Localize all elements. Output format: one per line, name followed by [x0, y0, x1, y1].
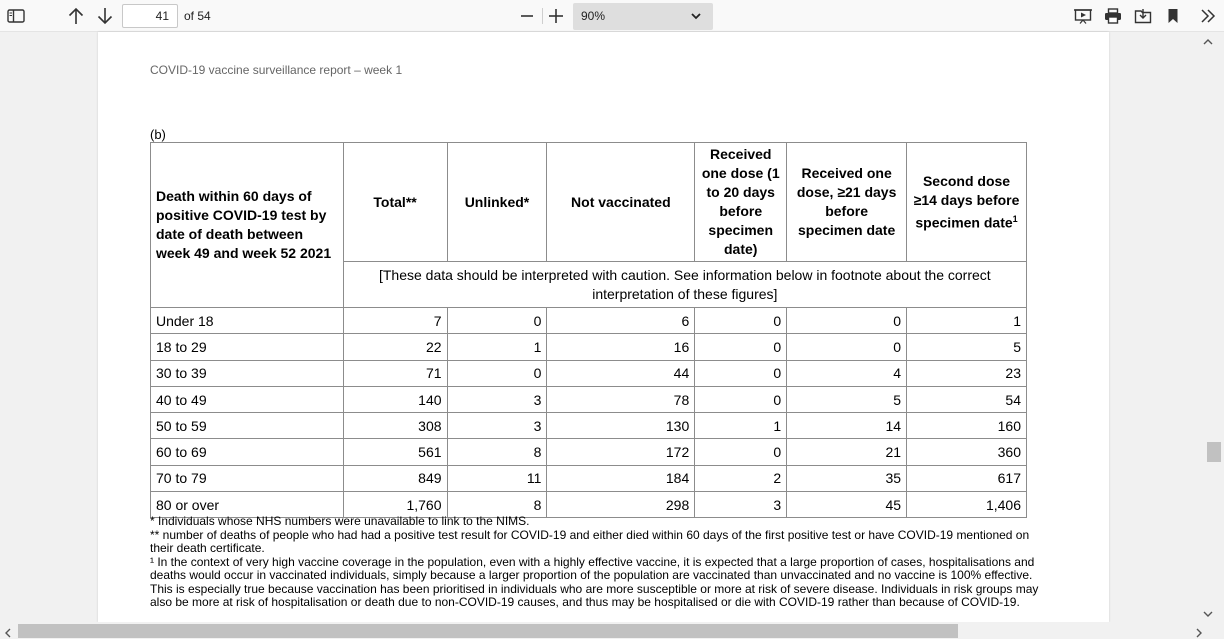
value-cell: 140	[343, 386, 447, 412]
column-header: Received one dose, ≥21 days before specimen date	[787, 143, 907, 262]
arrow-down-icon[interactable]	[93, 4, 117, 28]
value-cell: 44	[547, 360, 695, 386]
value-cell: 360	[907, 439, 1027, 465]
value-cell: 298	[547, 492, 695, 518]
save-icon[interactable]	[1131, 4, 1155, 28]
scroll-right-icon[interactable]	[1194, 625, 1204, 639]
age-group-cell: 40 to 49	[151, 386, 344, 412]
caution-note: [These data should be interpreted with caution. See information below in footnote about the correct interpretation of these figures]	[343, 262, 1026, 308]
scroll-thumb[interactable]	[1207, 442, 1221, 462]
age-group-cell: 30 to 39	[151, 360, 344, 386]
value-cell: 130	[547, 413, 695, 439]
scroll-thumb[interactable]	[18, 624, 958, 638]
value-cell: 1,760	[343, 492, 447, 518]
age-group-cell: 18 to 29	[151, 334, 344, 360]
scroll-up-icon[interactable]	[1203, 34, 1213, 52]
footnote: ¹ In the context of very high vaccine coverage in the population, even with a highly effective vaccine, it is expected that a large proportion of cases, hospitalisations and deaths would occur in vaccinated individuals, simply because a larger proportion of the population are vaccinated than unvaccinated and no vaccine is 100% effective. This is especially true because vaccination has been prioritised in individuals who are more susceptible or more at risk of severe disease. Individuals in risk groups may also be more at risk of hospitalisation or death due to non-COVID-19 causes, and thus may be hospitalised or die with COVID-19 rather than because of COVID-19.	[150, 554, 1039, 609]
zoom-value: 90%	[581, 9, 606, 23]
page-number-input[interactable]: 41	[122, 4, 178, 28]
value-cell: 561	[343, 439, 447, 465]
age-group-cell: 60 to 69	[151, 439, 344, 465]
toolbar-divider	[542, 8, 543, 24]
table-row	[151, 439, 1027, 465]
value-cell: 71	[343, 360, 447, 386]
column-header: Total**	[343, 143, 447, 262]
age-group-cell: 80 or over	[151, 492, 344, 518]
value-cell: 0	[695, 386, 787, 412]
age-group-cell: Under 18	[151, 308, 344, 334]
value-cell: 3	[447, 413, 547, 439]
value-cell: 45	[787, 492, 907, 518]
value-cell: 184	[547, 465, 695, 491]
table-row	[151, 465, 1027, 491]
page-total-label: of 54	[184, 9, 211, 23]
value-cell: 2	[695, 465, 787, 491]
value-cell: 0	[787, 308, 907, 334]
print-icon[interactable]	[1101, 4, 1125, 28]
value-cell: 54	[907, 386, 1027, 412]
value-cell: 308	[343, 413, 447, 439]
pdf-page	[98, 32, 1109, 622]
value-cell: 3	[447, 386, 547, 412]
value-cell: 5	[787, 386, 907, 412]
value-cell: 160	[907, 413, 1027, 439]
value-cell: 78	[547, 386, 695, 412]
table-row	[151, 386, 1027, 412]
value-cell: 22	[343, 334, 447, 360]
vertical-scrollbar[interactable]	[1199, 32, 1224, 622]
footnote: * Individuals whose NHS numbers were unavailable to link to the NIMS.	[150, 514, 530, 528]
value-cell: 172	[547, 439, 695, 465]
value-cell: 0	[695, 334, 787, 360]
value-cell: 1	[695, 413, 787, 439]
value-cell: 8	[447, 439, 547, 465]
column-header: Not vaccinated	[547, 143, 695, 262]
footnotes	[150, 515, 1050, 610]
column-header: Second dose ≥14 days before specimen date$^1$	[907, 143, 1027, 262]
sidebar-toggle-icon[interactable]	[4, 4, 28, 28]
age-group-cell: 70 to 79	[151, 465, 344, 491]
value-cell: 7	[343, 308, 447, 334]
bookmark-icon[interactable]	[1161, 4, 1185, 28]
value-cell: 8	[447, 492, 547, 518]
age-group-cell: 50 to 59	[151, 413, 344, 439]
table-row	[151, 308, 1027, 334]
value-cell: 6	[547, 308, 695, 334]
double-chevron-right-icon[interactable]	[1196, 4, 1220, 28]
table-row	[151, 334, 1027, 360]
value-cell: 5	[907, 334, 1027, 360]
table-row	[151, 413, 1027, 439]
value-cell: 0	[695, 439, 787, 465]
minus-icon[interactable]	[515, 4, 539, 28]
value-cell: 4	[787, 360, 907, 386]
value-cell: 0	[787, 334, 907, 360]
value-cell: 0	[447, 360, 547, 386]
horizontal-scrollbar[interactable]	[0, 622, 1224, 639]
table-row	[151, 360, 1027, 386]
pdf-toolbar	[0, 0, 1224, 32]
value-cell: 16	[547, 334, 695, 360]
value-cell: 0	[695, 360, 787, 386]
footnote-marker: 1	[1012, 213, 1018, 224]
arrow-up-icon[interactable]	[64, 4, 88, 28]
vaccination-deaths-table	[150, 142, 1027, 518]
value-cell: 23	[907, 360, 1027, 386]
column-header: Unlinked*	[447, 143, 547, 262]
plus-icon[interactable]	[544, 4, 568, 28]
value-cell: 21	[787, 439, 907, 465]
value-cell: 617	[907, 465, 1027, 491]
value-cell: 1,406	[907, 492, 1027, 518]
value-cell: 14	[787, 413, 907, 439]
value-cell: 849	[343, 465, 447, 491]
page-header: COVID-19 vaccine surveillance report – week 1	[150, 63, 403, 77]
zoom-select[interactable]	[573, 3, 713, 30]
value-cell: 3	[695, 492, 787, 518]
value-cell: 11	[447, 465, 547, 491]
scroll-left-icon[interactable]	[3, 625, 13, 639]
value-cell: 0	[695, 308, 787, 334]
column-header: Received one dose (1 to 20 days before specimen date)	[695, 143, 787, 262]
value-cell: 1	[907, 308, 1027, 334]
row-header: Death within 60 days of positive COVID-19 test by date of death between week 49 and week 52 2021	[151, 143, 344, 308]
value-cell: 35	[787, 465, 907, 491]
table-label: (b)	[150, 127, 166, 142]
value-cell: 0	[447, 308, 547, 334]
footnote: ** number of deaths of people who had had a positive test result for COVID-19 and either died within 60 days of the first positive test or have COVID-19 mentioned on their death certificate.	[150, 527, 1030, 555]
value-cell: 1	[447, 334, 547, 360]
presentation-icon[interactable]	[1071, 4, 1095, 28]
